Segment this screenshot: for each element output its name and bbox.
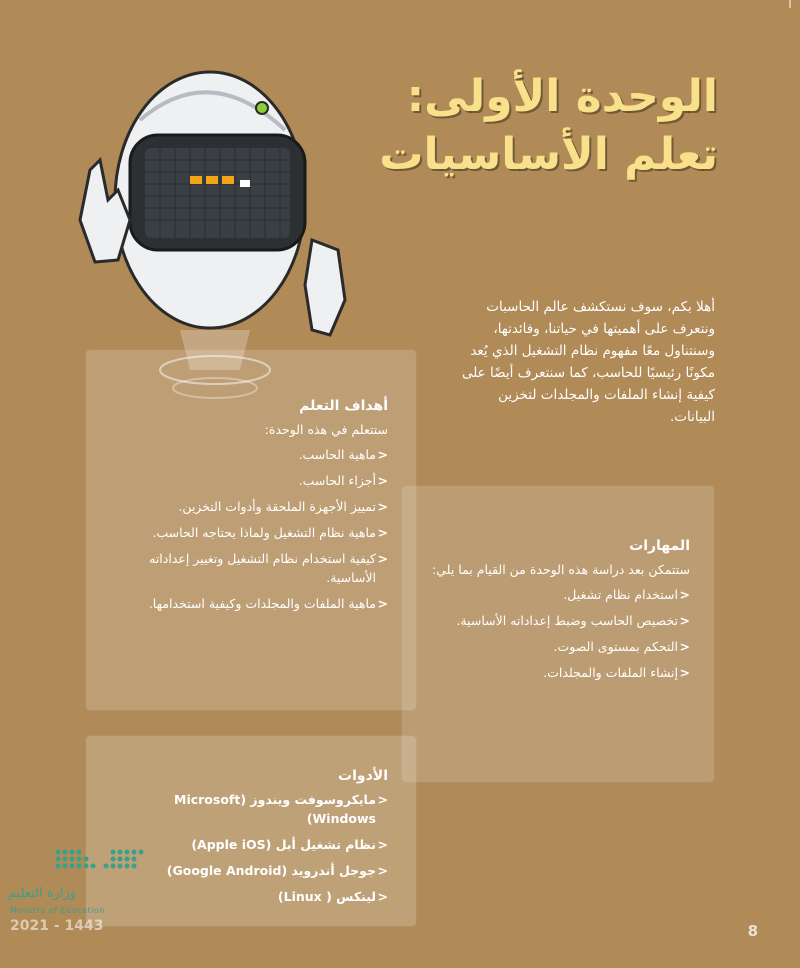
page-number: 8: [747, 922, 758, 940]
ministry-logo: [8, 842, 158, 942]
ministry-name-english: Ministry of Education: [10, 906, 105, 915]
skills-panel: [402, 486, 714, 782]
list-item: < نظام تشغيل أبل (Apple iOS): [110, 835, 388, 854]
list-item: < تخصيص الحاسب وضبط إعداداته الأساسية.: [426, 611, 690, 630]
unit-title-line-1: الوحدة الأولى:: [406, 71, 718, 122]
intro-paragraph: أهلا بكم، سوف نستكشف عالم الحاسبات ونتعرف على أهميتها في حياتنا، وفائدتها، وسنتناول معًا مفهوم نظام التشغيل الذي يُعد مكونًا رئيسيًا للحاسب، كما سنتعرف أيضًا على كيفية إنشاء الملفات والمجلدات لتخزين البيانات.: [461, 299, 715, 425]
objectives-list: [146, 445, 388, 613]
list-item: < ماهية نظام التشغيل ولماذا يحتاجه الحاسب.: [146, 523, 388, 542]
objectives-intro: ستتعلم في هذه الوحدة:: [264, 422, 388, 437]
list-item: < جوجل أندرويد (Google Android): [110, 861, 388, 880]
skills-intro: ستتمكن بعد دراسة هذه الوحدة من القيام بما يلي:: [432, 562, 690, 577]
unit-title-line-2: تعلم الأساسيات: [379, 129, 718, 180]
list-item: < أجزاء الحاسب.: [146, 471, 388, 490]
list-item: < إنشاء الملفات والمجلدات.: [426, 663, 690, 682]
tools-heading: الأدوات: [338, 768, 388, 784]
list-item: < لينكس ( Linux): [110, 887, 388, 906]
objectives-panel: [86, 350, 416, 710]
ministry-logo-icon: [8, 842, 158, 882]
list-item: < كيفية استخدام نظام التشغيل وتغيير إعداداته الأساسية.: [146, 549, 388, 587]
ministry-name-arabic: وزارة التعليم: [8, 886, 77, 901]
objectives-heading: أهداف التعلم: [299, 398, 388, 414]
list-item: < ماهية الملفات والمجلدات وكيفية استخدامها.: [146, 594, 388, 613]
skills-heading: المهارات: [629, 538, 690, 554]
list-item: < ماهية الحاسب.: [146, 445, 388, 464]
edition-year: 2021 - 1443: [10, 918, 104, 934]
unit-title: [298, 68, 718, 184]
list-item: < التحكم بمستوى الصوت.: [426, 637, 690, 656]
list-item: < مايكروسوفت ويندوز (Microsoft Windows): [110, 790, 388, 828]
skills-list: [426, 585, 690, 682]
list-item: < استخدام نظام تشغيل.: [426, 585, 690, 604]
list-item: < تمييز الأجهزة الملحقة وأدوات التخزين.: [146, 497, 388, 516]
